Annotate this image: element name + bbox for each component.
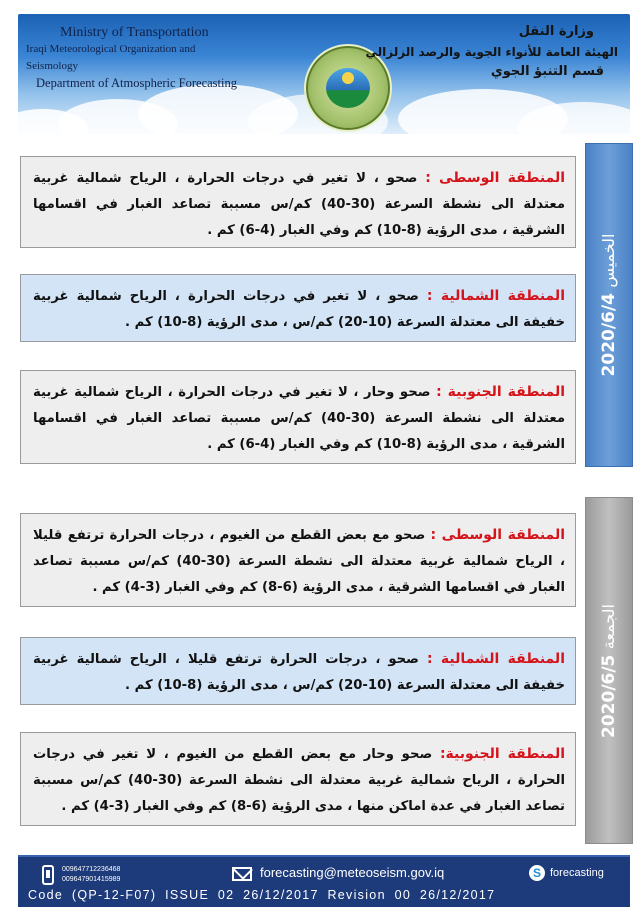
footer-bar bbox=[18, 855, 630, 907]
phone-numbers bbox=[62, 865, 120, 885]
day-1-date: 2020/6/4 bbox=[599, 293, 619, 377]
skype-icon: S bbox=[529, 865, 545, 881]
organization-name-ar: الهيئة العامة للأنواء الجوية والرصد الزلزالي bbox=[365, 45, 618, 59]
department-name-en: Department of Atmospheric Forecasting bbox=[36, 76, 237, 90]
forecast-text: صحو مع بعض القطع من الغيوم ، درجات الحرارة ترتفع قليلا ، الرياح شمالية غربية معتدلة الى نشطة السرعة (30-40) كم/س مسببة تصاعد الغبار في اقسامها الشرقية ، مدى الرؤية (6-8) كم وفي الغبار (3-4) كم . bbox=[33, 528, 565, 595]
phone-number-1[interactable]: 009647712236468 bbox=[62, 866, 121, 873]
skype-handle[interactable]: forecasting bbox=[550, 867, 604, 879]
phone-number-2[interactable]: 009647901415989 bbox=[62, 876, 121, 883]
day-2-weekday: الجمعة bbox=[599, 603, 618, 649]
forecast-text: صحو ، درجات الحرارة ترتفع قليلا ، الرياح شمالية غربية خفيفة الى معتدلة السرعة (10-20) كم/س ، مدى الرؤية (8-10) كم . bbox=[33, 652, 565, 693]
header-arabic-text bbox=[358, 22, 618, 82]
day-2-date: 2020/6/5 bbox=[599, 654, 619, 738]
region-heading: المنطقة الشمالية : bbox=[426, 651, 565, 667]
day-1-date-panel bbox=[585, 143, 633, 467]
forecast-day2-south bbox=[20, 732, 576, 826]
organization-name-en: Iraqi Meteorological Organization and Seismology bbox=[26, 43, 196, 72]
forecast-day1-central bbox=[20, 156, 576, 248]
envelope-icon bbox=[232, 867, 252, 881]
logo-sun bbox=[342, 72, 354, 84]
department-name-ar: قسم التنبؤ الجوي bbox=[490, 64, 604, 79]
region-heading: المنطقة الشمالية : bbox=[426, 288, 565, 304]
forecast-text: صحو ، لا تغير في درجات الحرارة ، الرياح شمالية غربية معتدلة الى نشطة السرعة (30-40) كم/س مسببة تصاعد الغبار في اقسامها الشرقية ، مدى الرؤية (8-10) كم وفي الغبار (4-6) كم . bbox=[33, 171, 565, 238]
forecast-day1-north bbox=[20, 274, 576, 342]
region-heading: المنطقة الوسطى : bbox=[430, 527, 566, 543]
forecast-day1-south bbox=[20, 370, 576, 464]
document-code-line: Code (QP-12-F07) ISSUE 02 26/12/2017 Revision 00 26/12/2017 bbox=[28, 888, 496, 902]
region-heading: المنطقة الجنوبية: bbox=[439, 746, 566, 762]
day-1-date-label bbox=[599, 234, 619, 377]
day-1-weekday: الخميس bbox=[599, 233, 618, 288]
day-2-date-label bbox=[599, 604, 619, 738]
header-banner bbox=[18, 14, 630, 134]
forecast-day2-north bbox=[20, 637, 576, 705]
forecast-text: صحو ، لا تغير في درجات الحرارة ، الرياح شمالية غربية خفيفة الى معتدلة السرعة (10-20) كم/س ، مدى الرؤية (8-10) كم . bbox=[33, 289, 565, 330]
mobile-phone-icon bbox=[42, 865, 54, 885]
forecast-text: صحو وحار ، لا تغير في درجات الحرارة ، الرياح شمالية غربية معتدلة الى نشطة السرعة (30-40) كم/س مسببة تصاعد الغبار في اقسامها الشرقية ، مدى الرؤية (8-10) كم وفي الغبار (4-6) كم . bbox=[33, 385, 565, 452]
forecast-day2-central bbox=[20, 513, 576, 607]
region-heading: المنطقة الوسطى : bbox=[425, 170, 566, 186]
day-2-date-panel bbox=[585, 497, 633, 844]
forecast-text: صحو وحار مع بعض القطع من الغيوم ، لا تغير في درجات الحرارة ، الرياح شمالية غربية معتدلة الى نشطة السرعة (30-40) كم/س مسببة تصاعد الغبار في عدة اماكن منها ، مدى الرؤية (6-8) كم وفي الغبار (3-4) كم . bbox=[33, 747, 565, 814]
ministry-name-en: Ministry of Transportation bbox=[60, 25, 209, 40]
header-english-text bbox=[26, 24, 246, 92]
email-link[interactable]: forecasting@meteoseism.gov.iq bbox=[260, 865, 445, 880]
ministry-name-ar: وزارة النقل bbox=[518, 24, 594, 39]
region-heading: المنطقة الجنوبية : bbox=[436, 384, 565, 400]
